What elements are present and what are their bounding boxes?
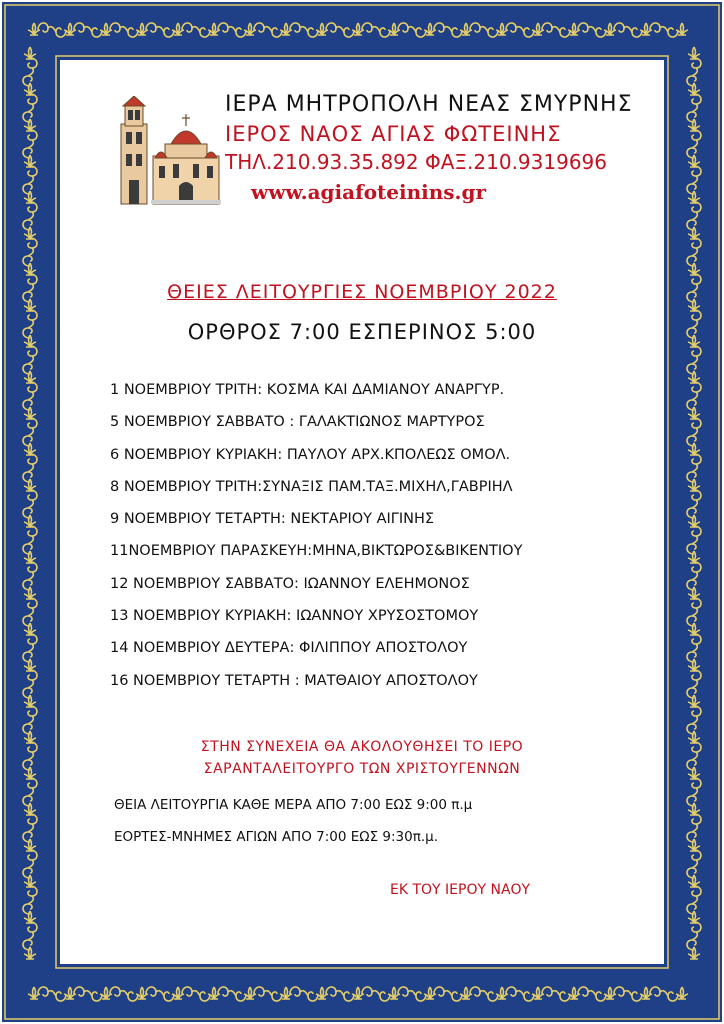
schedule-item: 14 ΝΟΕΜΒΡΙΟΥ ΔΕΥΤΕΡΑ: ΦΙΛΙΠΠΟΥ ΑΠΟΣΤΟΛΟΥ: [110, 640, 468, 657]
schedule-item: 11ΝΟΕΜΒΡΙΟΥ ΠΑΡΑΣΚΕΥΗ:ΜΗΝΑ,ΒΙΚΤΩΡΟΣ&ΒΙΚΕΝΤΙΟΥ: [110, 543, 523, 560]
schedule-item: 16 ΝΟΕΜΒΡΙΟΥ ΤΕΤΑΡΤΗ : ΜΑΤΘΑΙΟΥ ΑΠΟΣΤΟΛΟΥ: [110, 672, 478, 689]
feast-day-hours: ΕΟΡΤΕΣ-ΜΝΗΜΕΣ ΑΓΙΩΝ ΑΠΟ 7:00 ΕΩΣ 9:30π.μ.: [114, 829, 439, 845]
contact-info: ΤΗΛ.210.93.35.892 ΦΑΞ.210.9319696: [225, 150, 607, 174]
church-icon: [115, 96, 223, 206]
announcement-line-1: ΣΤΗΝ ΣΥΝΕΧΕΙΑ ΘΑ ΑΚΟΛΟΥΘΗΣΕΙ ΤΟ ΙΕΡΟ: [200, 739, 524, 755]
announcement: [82, 736, 642, 780]
signature: ΕΚ ΤΟΥ ΙΕΡΟΥ ΝΑΟΥ: [390, 882, 531, 898]
announcement-line-2: ΣΑΡΑΝΤΑΛΕΙΤΟΥΡΓΟ ΤΩΝ ΧΡΙΣΤΟΥΓΕΝΝΩΝ: [203, 761, 521, 777]
header: [115, 92, 635, 222]
schedule-item: 5 ΝΟΕΜΒΡΙΟΥ ΣΑΒΒΑΤΟ : ΓΑΛΑΚΤΙΩΝΟΣ ΜΑΡΤΥΡΟΣ: [110, 414, 485, 431]
schedule-item: 8 ΝΟΕΜΒΡΙΟΥ ΤΡΙΤΗ:ΣΥΝΑΞΙΣ ΠΑΜ.ΤΑΞ.ΜΙΧΗΛ,ΓΑΒΡΙΗΛ: [110, 478, 513, 495]
poster-content: [82, 70, 642, 950]
schedule-item: 1 ΝΟΕΜΒΡΙΟΥ ΤΡΙΤΗ: ΚΟΣΜΑ ΚΑΙ ΔΑΜΙΑΝΟΥ ΑΝΑΡΓΥΡ.: [110, 382, 505, 398]
metropolis-name: ΙΕΡΑ ΜΗΤΡΟΠΟΛΗ ΝΕΑΣ ΣΜΥΡΝΗΣ: [225, 92, 633, 117]
website-link[interactable]: www.agiafoteinins.gr: [251, 180, 487, 204]
schedule-item: 9 ΝΟΕΜΒΡΙΟΥ ΤΕΤΑΡΤΗ: ΝΕΚΤΑΡΙΟΥ ΑΙΓΙΝΗΣ: [110, 511, 435, 528]
service-times: ΟΡΘΡΟΣ 7:00 ΕΣΠΕΡΙΝΟΣ 5:00: [187, 320, 537, 344]
schedule-item: 13 ΝΟΕΜΒΡΙΟΥ ΚΥΡΙΑΚΗ: ΙΩΑΝΝΟΥ ΧΡΥΣΟΣΤΟΜΟΥ: [110, 608, 479, 625]
page-title: ΘΕΙΕΣ ΛΕΙΤΟΥΡΓΙΕΣ ΝΟΕΜΒΡΙΟΥ 2022: [167, 281, 557, 303]
schedule-item: 12 ΝΟΕΜΒΡΙΟΥ ΣΑΒΒΑΤΟ: ΙΩΑΝΝΟΥ ΕΛΕΗΜΟΝΟΣ: [110, 575, 470, 592]
church-name: ΙΕΡΟΣ ΝΑΟΣ ΑΓΙΑΣ ΦΩΤΕΙΝΗΣ: [225, 122, 562, 146]
daily-liturgy-hours: ΘΕΙΑ ΛΕΙΤΟΥΡΓΙΑ ΚΑΘΕ ΜΕΡΑ ΑΠΟ 7:00 ΕΩΣ 9:00 π.μ: [114, 797, 473, 813]
daily-hours: [114, 789, 472, 853]
schedule-list: [110, 382, 522, 705]
schedule-item: 6 ΝΟΕΜΒΡΙΟΥ ΚΥΡΙΑΚΗ: ΠΑΥΛΟΥ ΑΡΧ.ΚΠΟΛΕΩΣ ΟΜΟΛ.: [110, 446, 511, 463]
